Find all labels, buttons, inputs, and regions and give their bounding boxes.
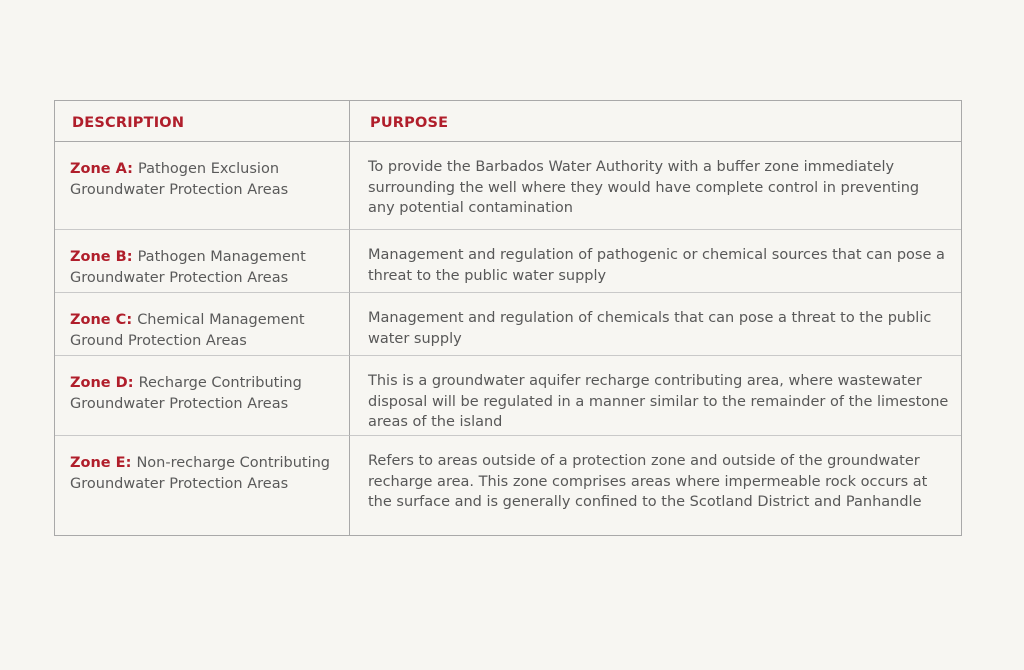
zone-c-name: Chemical Management: [137, 312, 305, 328]
zone-a-name-line2: Groundwater Protection Areas: [70, 181, 289, 198]
zone-a-purpose: To provide the Barbados Water Authority with a buffer zone immediately surrounding the well where they would have complete control in preventing any potential contamination: [350, 142, 961, 230]
zone-c-purpose: Management and regulation of chemicals that can pose a threat to the public water supply: [350, 293, 961, 356]
zone-c-description: [55, 293, 350, 356]
zone-a-name: Pathogen Exclusion: [138, 161, 280, 177]
zone-b-name: Pathogen Management: [137, 249, 306, 265]
header-purpose: PURPOSE: [350, 101, 961, 142]
zone-c-label: Zone C:: [70, 312, 133, 328]
zone-d-label: Zone D:: [70, 375, 134, 391]
zone-e-label: Zone E:: [70, 455, 132, 471]
zone-e-description: [55, 436, 350, 535]
zone-a-label: Zone A:: [70, 161, 133, 177]
zone-e-purpose: Refers to areas outside of a protection zone and outside of the groundwater recharge area. This zone comprises areas where impermeable rock occurs at the surface and is generally confined to the Scotland District and Panhandle: [368, 453, 928, 510]
zone-d-name-line2: Groundwater Protection Areas: [70, 395, 289, 412]
zone-d-name: Recharge Contributing: [138, 375, 302, 391]
zone-table: [54, 100, 962, 536]
zone-b-name-line2: Groundwater Protection Areas: [70, 269, 289, 286]
zone-b-purpose: Management and regulation of pathogenic or chemical sources that can pose a threat to the public water supply: [350, 230, 961, 293]
zone-c-name-line2: Ground Protection Areas: [70, 332, 247, 349]
header-description: DESCRIPTION: [55, 101, 350, 142]
zone-b-label: Zone B:: [70, 249, 133, 265]
zone-d-description: [55, 356, 350, 436]
zone-d-purpose: This is a groundwater aquifer recharge contributing area, where wastewater disposal will be regulated in a manner similar to the remainder of the limestone areas of the island: [350, 356, 961, 436]
zone-e-name-line2: Groundwater Protection Areas: [70, 475, 289, 492]
zone-b-description: [55, 230, 350, 293]
zone-e-name: Non-recharge Contributing: [136, 455, 331, 471]
zone-a-description: [55, 142, 350, 230]
